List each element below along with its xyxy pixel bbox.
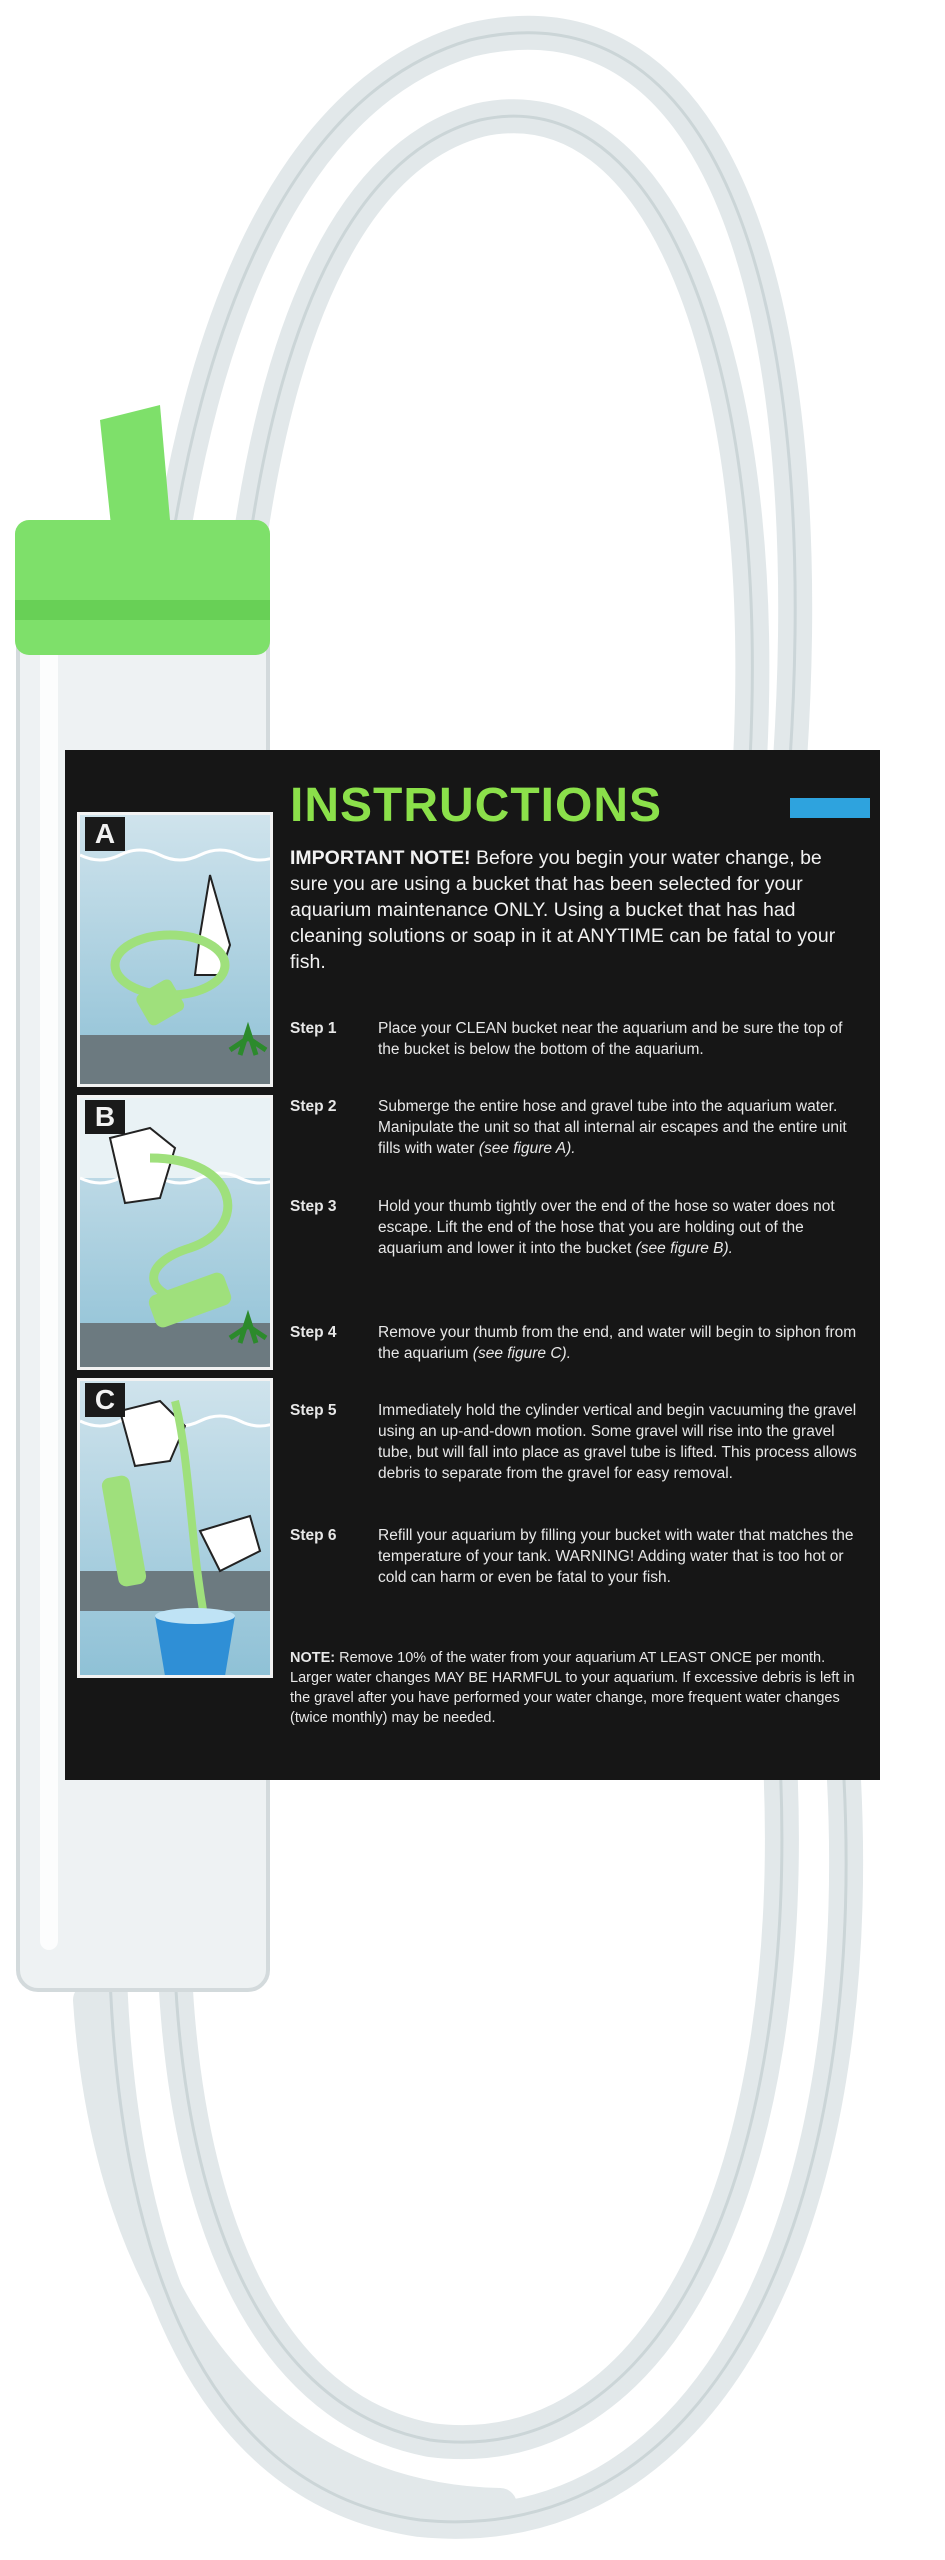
step-5-text: Immediately hold the cylinder vertical and begin vacuuming the gravel using an up-and-down motion. Some gravel will rise into the gravel tube, but will fall into place as gravel tube is lifted. This process allows debris to separate from the gravel for easy removal. bbox=[378, 1402, 857, 1482]
step-5-label: Step 5 bbox=[290, 1402, 337, 1419]
instruction-card bbox=[65, 750, 880, 1780]
step-3-label: Step 3 bbox=[290, 1198, 337, 1215]
maintenance-note bbox=[290, 1648, 870, 1728]
figure-a-letter: A bbox=[85, 817, 125, 851]
figure-b-illustration bbox=[80, 1098, 273, 1370]
step-2-body bbox=[378, 1096, 868, 1159]
step-4-text: Remove your thumb from the end, and water will begin to siphon from the aquarium bbox=[378, 1324, 857, 1362]
step-1-label: Step 1 bbox=[290, 1020, 337, 1037]
important-note-label: IMPORTANT NOTE! bbox=[290, 847, 471, 869]
step-3-figure-ref: (see figure B). bbox=[635, 1240, 733, 1257]
gravel-tube-shine bbox=[40, 640, 58, 1950]
important-note bbox=[290, 845, 865, 975]
green-cap-ring bbox=[15, 600, 270, 620]
figure-a-illustration bbox=[80, 815, 273, 1087]
step-2-text: Submerge the entire hose and gravel tube into the aquarium water. Manipulate the unit so that all internal air escapes and the entire unit fills with water bbox=[378, 1098, 847, 1157]
step-4-label: Step 4 bbox=[290, 1324, 337, 1341]
maintenance-note-text: Remove 10% of the water from your aquarium AT LEAST ONCE per month. Larger water changes MAY BE HARMFUL to your aquarium. If excessive debris is left in the gravel after you have performed your water change, more frequent water changes (twice monthly) may be needed. bbox=[290, 1650, 855, 1726]
maintenance-note-label: NOTE: bbox=[290, 1650, 336, 1666]
step-3-body bbox=[378, 1196, 868, 1259]
step-1-text: Place your CLEAN bucket near the aquarium and be sure the top of the bucket is below the bottom of the aquarium. bbox=[378, 1020, 843, 1058]
figure-c-illustration bbox=[80, 1381, 273, 1678]
title-accent-bar bbox=[790, 798, 870, 818]
instructions-title: INSTRUCTIONS bbox=[290, 779, 662, 832]
figure-b-panel bbox=[77, 1095, 273, 1370]
step-4-body bbox=[378, 1322, 868, 1364]
step-2-label: Step 2 bbox=[290, 1098, 337, 1115]
important-note-text: Before you begin your water change, be sure you are using a bucket that has been selected for your aquarium maintenance ONLY. Using a bucket that has had cleaning solutions or soap in it at ANYTIME can be fatal to your fish. bbox=[290, 847, 836, 973]
step-4-figure-ref: (see figure C). bbox=[472, 1345, 571, 1362]
step-6-text: Refill your aquarium by filling your bucket with water that matches the temperature of your tank. WARNING! Adding water that is too hot or cold can harm or even be fatal to your fish. bbox=[378, 1527, 854, 1586]
green-cap bbox=[15, 520, 270, 655]
figure-c-letter: C bbox=[85, 1383, 125, 1417]
figure-b-letter: B bbox=[85, 1100, 125, 1134]
step-2-figure-ref: (see figure A). bbox=[478, 1140, 576, 1157]
hose-connector bbox=[100, 405, 170, 535]
step-3-text: Hold your thumb tightly over the end of the hose so water does not escape. Lift the end of the hose that you are holding out of the aquarium and lower it into the bucket bbox=[378, 1198, 835, 1257]
figure-c-panel bbox=[77, 1378, 273, 1678]
step-6-label: Step 6 bbox=[290, 1527, 337, 1544]
figure-a-panel bbox=[77, 812, 273, 1087]
